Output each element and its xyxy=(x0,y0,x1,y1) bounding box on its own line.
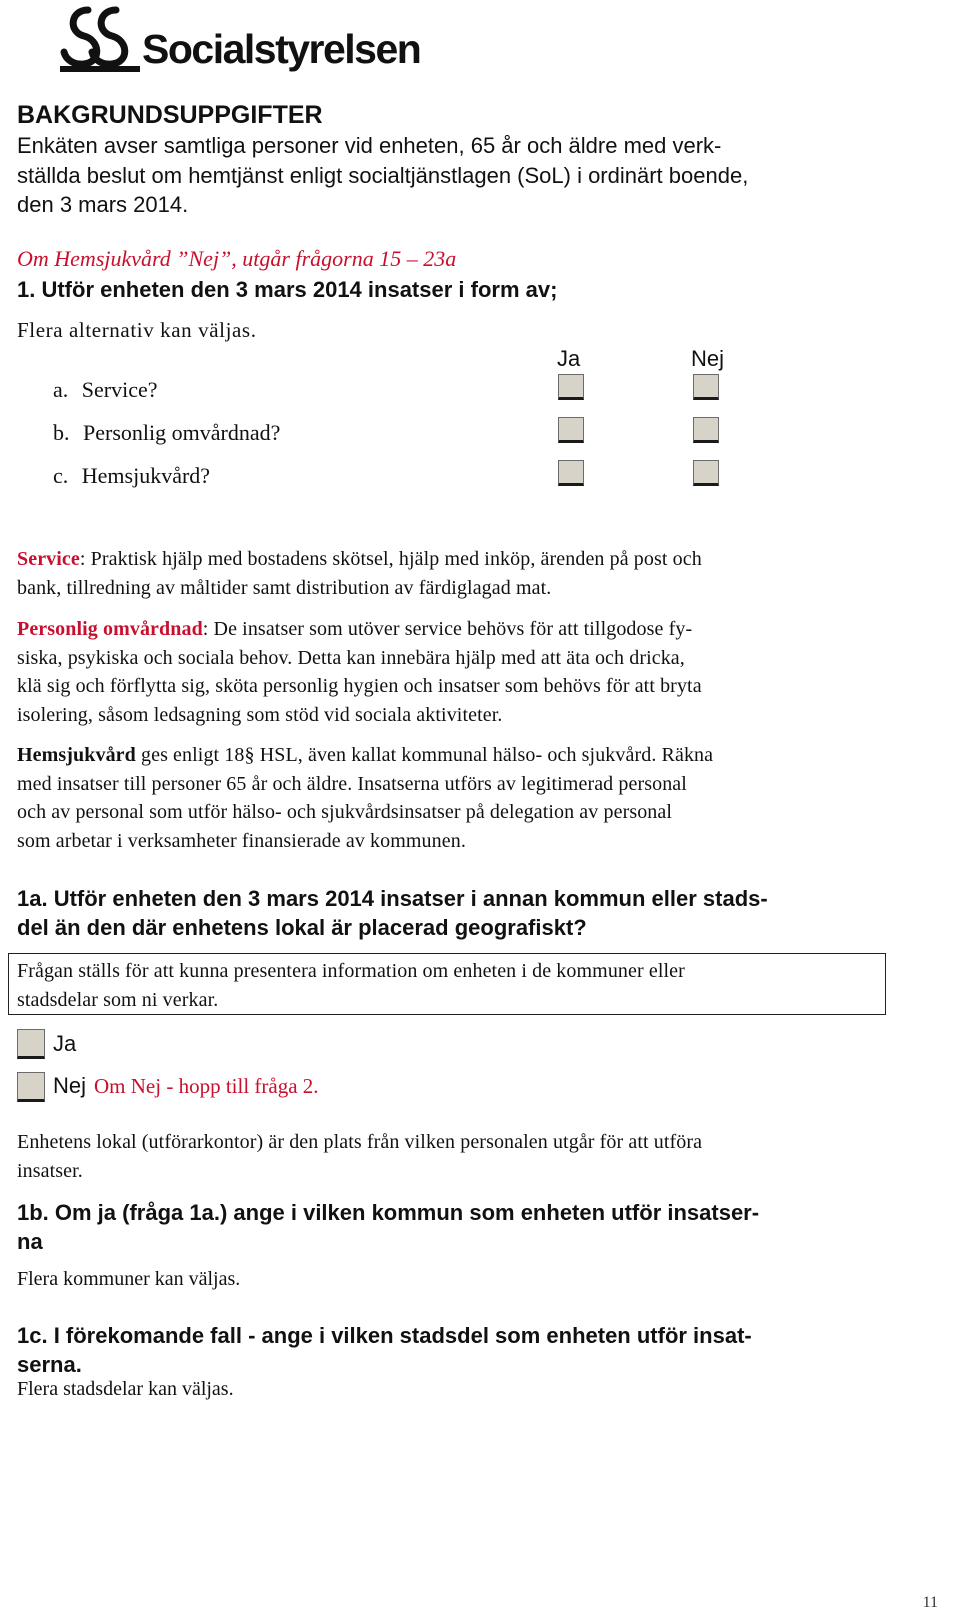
q1c-title xyxy=(17,1321,917,1379)
definition-line: bank, tillredning av måltider samt distribution av färdiglagad mat. xyxy=(17,576,552,599)
checkbox-care-no[interactable] xyxy=(693,417,719,443)
home-term: Hemsjukvård xyxy=(17,744,136,766)
care-term: Personlig omvårdnad xyxy=(17,618,203,640)
info-line: stadsdelar som ni verkar. xyxy=(17,988,219,1011)
q1a-footnote xyxy=(17,1128,897,1185)
logo-emblem-icon xyxy=(58,2,142,80)
footnote-line: Enhetens lokal (utförarkontor) är den plats från vilken personalen utgår för att utföra xyxy=(17,1131,703,1153)
title-line: 1a. Utför enheten den 3 mars 2014 insatser i annan kommun eller stads- xyxy=(17,886,768,911)
definition-line: klä sig och förflytta sig, sköta personlig hygien och insatser som behövs för att bryta xyxy=(17,675,702,697)
socialstyrelsen-logo xyxy=(58,2,428,80)
definition-homecare xyxy=(17,741,897,855)
option-label: Personlig omvårdnad? xyxy=(83,420,281,445)
q1-option-b xyxy=(53,420,280,446)
q1-hint: Flera alternativ kan väljas. xyxy=(17,318,257,342)
definition-line: med insatser till personer 65 år och äldre. Insatserna utförs av legitimerad personal xyxy=(17,772,687,795)
logo-text: Socialstyrelsen xyxy=(142,26,421,72)
intro-line: Enkäten avser samtliga personer vid enheten, 65 år och äldre med verk- xyxy=(17,133,722,158)
intro-line: den 3 mars 2014. xyxy=(17,192,189,217)
q1-title: 1. Utför enheten den 3 mars 2014 insatser i form av; xyxy=(17,277,558,302)
checkbox-q1a-yes[interactable] xyxy=(17,1029,45,1059)
q1a-info-text xyxy=(17,957,897,1014)
q1b-hint: Flera kommuner kan väljas. xyxy=(17,1268,241,1290)
definition-line: som arbetar i verksamheter finansierade av kommunen. xyxy=(17,829,466,852)
option-letter: c. xyxy=(53,463,69,488)
intro-line: ställda beslut om hemtjänst enligt socialtjänstlagen (SoL) i ordinärt boende, xyxy=(17,162,749,188)
title-line: 1c. I förekomande fall - ange i vilken stadsdel som enheten utför insat- xyxy=(17,1323,752,1348)
q1a-yes-label: Ja xyxy=(53,1031,77,1056)
option-label: Hemsjukvård? xyxy=(81,463,211,488)
option-letter: b. xyxy=(53,420,70,445)
title-line: del än den där enhetens lokal är placerad geografiskt? xyxy=(17,915,587,940)
info-line: Frågan ställs för att kunna presentera information om enheten i de kommuner eller xyxy=(17,960,685,982)
q1-option-a xyxy=(53,377,158,403)
service-term: Service xyxy=(17,548,80,570)
definition-line: isolering, såsom ledsagning som stöd vid sociala aktiviteter. xyxy=(17,703,503,726)
q1a-no-note: Om Nej - hopp till fråga 2. xyxy=(94,1074,319,1098)
definition-service xyxy=(17,545,897,602)
q1-option-c xyxy=(53,463,210,489)
q1a-no-row xyxy=(53,1073,319,1099)
section-intro xyxy=(17,131,917,220)
q1b-title xyxy=(17,1198,917,1256)
q1-note: Om Hemsjukvård ”Nej”, utgår frågorna 15 – 23a xyxy=(17,246,457,271)
page-number: 11 xyxy=(922,1594,938,1611)
definition-line: ges enligt 18§ HSL, även kallat kommunal hälso- och sjukvård. Räkna xyxy=(135,744,714,766)
definition-line: : De insatser som utöver service behövs för att tillgodose fy- xyxy=(202,618,693,640)
definition-line: och av personal som utför hälso- och sjukvårdsinsatser på delegation av personal xyxy=(17,801,673,823)
title-line: serna. xyxy=(17,1352,82,1377)
q1a-no-label: Nej xyxy=(53,1073,87,1098)
option-label: Service? xyxy=(81,377,158,402)
q1-col-yes: Ja xyxy=(557,346,581,371)
title-line: na xyxy=(17,1229,43,1254)
checkbox-homecare-no[interactable] xyxy=(693,460,719,486)
footnote-line: insatser. xyxy=(17,1159,83,1182)
definition-line: siska, psykiska och sociala behov. Detta kan innebära hjälp med att äta och dricka, xyxy=(17,646,685,669)
definition-line: : Praktisk hjälp med bostadens skötsel, hjälp med inköp, ärenden på post och xyxy=(79,548,702,570)
q1a-title xyxy=(17,884,917,942)
q1c-hint: Flera stadsdelar kan väljas. xyxy=(17,1378,234,1400)
checkbox-service-yes[interactable] xyxy=(558,374,584,400)
option-letter: a. xyxy=(53,377,69,402)
checkbox-q1a-no[interactable] xyxy=(17,1072,45,1102)
q1-col-no: Nej xyxy=(691,346,725,371)
title-line: 1b. Om ja (fråga 1a.) ange i vilken kommun som enheten utför insatser- xyxy=(17,1200,760,1225)
checkbox-homecare-yes[interactable] xyxy=(558,460,584,486)
section-title: BAKGRUNDSUPPGIFTER xyxy=(17,101,323,129)
checkbox-care-yes[interactable] xyxy=(558,417,584,443)
checkbox-service-no[interactable] xyxy=(693,374,719,400)
definition-care xyxy=(17,615,897,729)
